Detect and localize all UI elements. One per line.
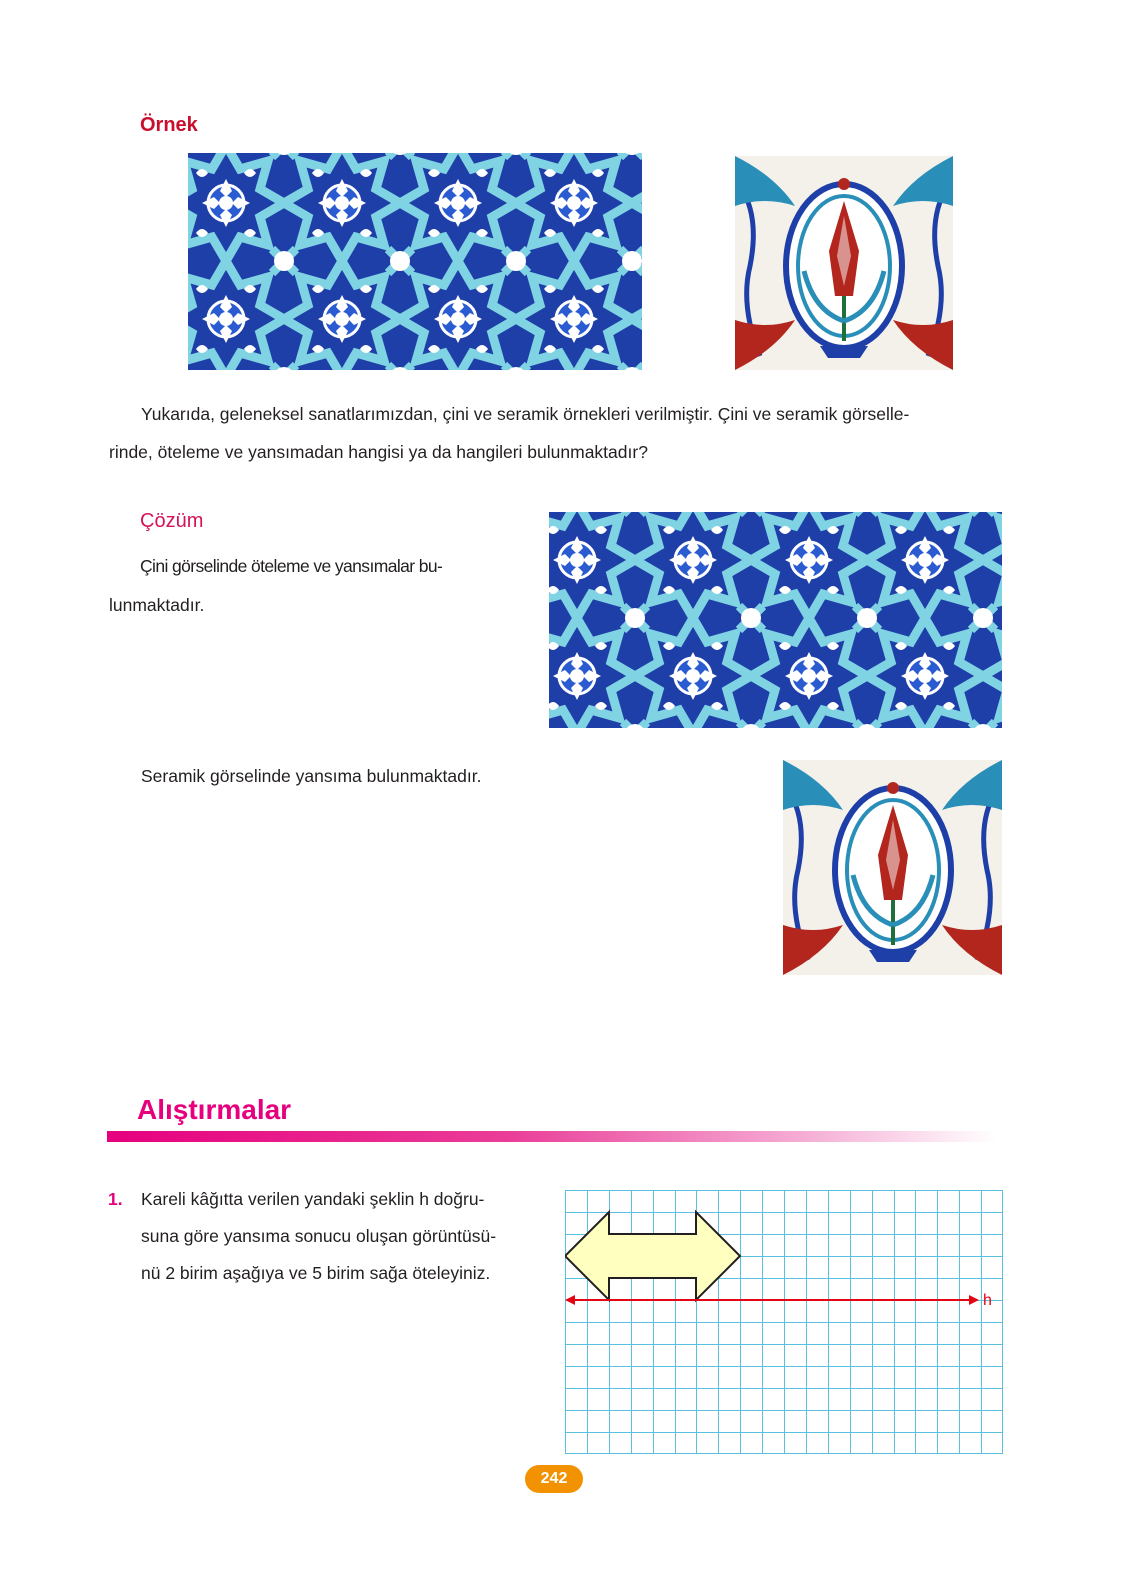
exercise-line2: suna göre yansıma sonucu oluşan görüntüsü- [141,1226,497,1246]
axis-h-line [565,1295,979,1305]
arrow-shape [565,1212,740,1300]
seramik-image [735,156,953,370]
exercise-line3: nü 2 birim aşağıya ve 5 birim sağa öteleyiniz. [141,1263,491,1283]
exercises-divider [107,1131,997,1142]
axis-h-label: h [983,1292,992,1309]
exercise-number: 1. [108,1189,123,1209]
example-question-line2: rinde, öteleme ve yansımadan hangisi ya da hangileri bulunmaktadır? [109,442,648,462]
example-question-line1: Yukarıda, geleneksel sanatlarımızdan, çini ve seramik örnekleri verilmiştir. Çini ve seramik görselle- [141,404,910,424]
solution-tile-line1: Çini görselinde öteleme ve yansımalar bu- [140,556,443,576]
solution-heading: Çözüm [140,510,204,532]
exercises-title: Alıştırmalar [137,1094,292,1125]
cini-tile-image [188,153,642,370]
grid-lines [565,1190,1003,1454]
example-heading: Örnek [140,114,198,136]
cini-tile-image-solution [549,512,1002,728]
seramik-image-solution [783,760,1002,975]
solution-tile-line2: lunmaktadır. [109,595,205,615]
solution-ceramic-text: Seramik görselinde yansıma bulunmaktadır. [141,766,482,786]
grid-paper [565,1190,1003,1454]
page-number: 242 [525,1465,583,1493]
exercise-line1: Kareli kâğıtta verilen yandaki şeklin h doğru- [141,1189,485,1209]
exercise-text [141,1187,551,1285]
